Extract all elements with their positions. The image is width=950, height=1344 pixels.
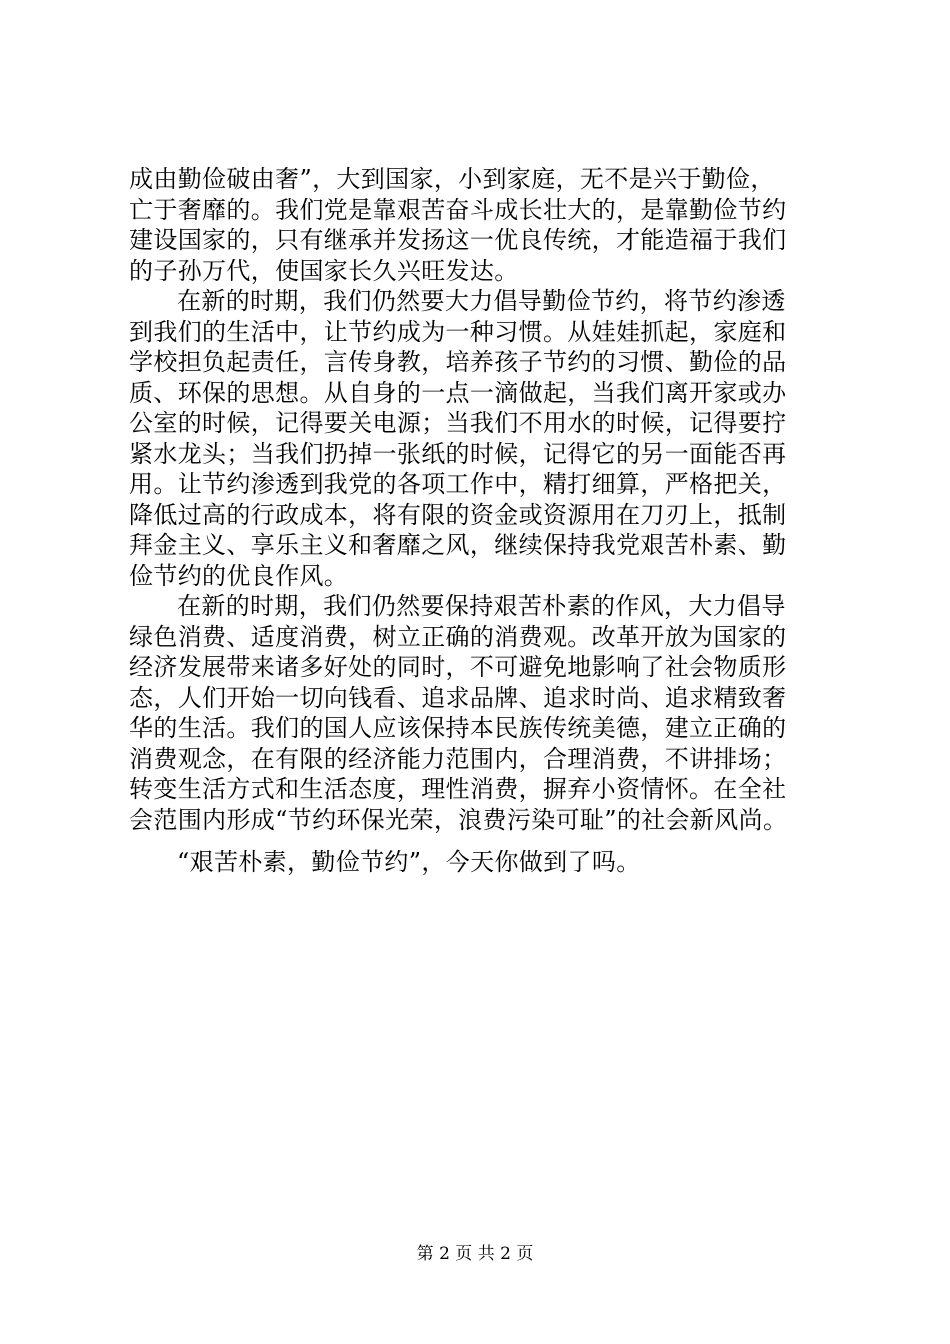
text-line: 态，人们开始一切向钱看、追求品牌、追求时尚、追求精致奢 [129, 683, 787, 712]
paragraph-start-line: 在新的时期，我们仍然要大力倡导勤俭节约，将节约渗透 [177, 287, 786, 315]
text-line: 的子孙万代，使国家长久兴旺发达。 [129, 256, 519, 285]
text-line: 到我们的生活中，让节约成为一种习惯。从娃娃抓起，家庭和 [129, 317, 787, 346]
text-line: 质、环保的思想。从自身的一点一滴做起，当我们离开家或办 [129, 378, 787, 407]
text-line: 转变生活方式和生活态度，理性消费，摒弃小资情怀。在全社 [129, 775, 787, 803]
text-line: 消费观念，在有限的经济能力范围内，合理消费，不讲排场； [129, 744, 787, 773]
body-text [129, 164, 869, 835]
text-line: 紧水龙头；当我们扔掉一张纸的时候，记得它的另一面能否再 [129, 439, 787, 468]
text-line: 降低过高的行政成本，将有限的资金或资源用在刀刃上，抵制 [129, 500, 787, 529]
text-line: 成由勤俭破由奢”，大到国家，小到家庭，无不是兴于勤俭， [129, 165, 775, 193]
text-line: 学校担负起责任，言传身教，培养孩子节约的习惯、勤俭的品 [129, 348, 787, 376]
text-line: 经济发展带来诸多好处的同时，不可避免地影响了社会物质形 [129, 653, 787, 681]
text-line: 绿色消费、适度消费，树立正确的消费观。改革开放为国家的 [129, 622, 787, 651]
text-line: 俭节约的优良作风。 [129, 561, 349, 590]
text-line: 会范围内形成“节约环保光荣，浪费污染可耻”的社会新风尚。 [129, 805, 788, 834]
closing-sentence: “艰苦朴素，勤俭节约”，今天你做到了吗。 [177, 848, 641, 876]
text-line: 公室的时候，记得要关电源；当我们不用水的时候，记得要拧 [129, 409, 787, 437]
paragraph-start-line: 在新的时期，我们仍然要保持艰苦朴素的作风，大力倡导 [177, 592, 786, 620]
text-line: 用。让节约渗透到我党的各项工作中，精打细算，严格把关， [129, 470, 787, 498]
text-line: 亡于奢靡的。我们党是靠艰苦奋斗成长壮大的，是靠勤俭节约 [129, 195, 787, 224]
text-line: 华的生活。我们的国人应该保持本民族传统美德，建立正确的 [129, 714, 787, 742]
page-number-footer: 第 2 页 共 2 页 [416, 1244, 534, 1264]
text-line: 拜金主义、享乐主义和奢靡之风，继续保持我党艰苦朴素、勤 [129, 531, 787, 559]
text-line: 建设国家的，只有继承并发扬这一优良传统，才能造福于我们 [129, 226, 787, 254]
